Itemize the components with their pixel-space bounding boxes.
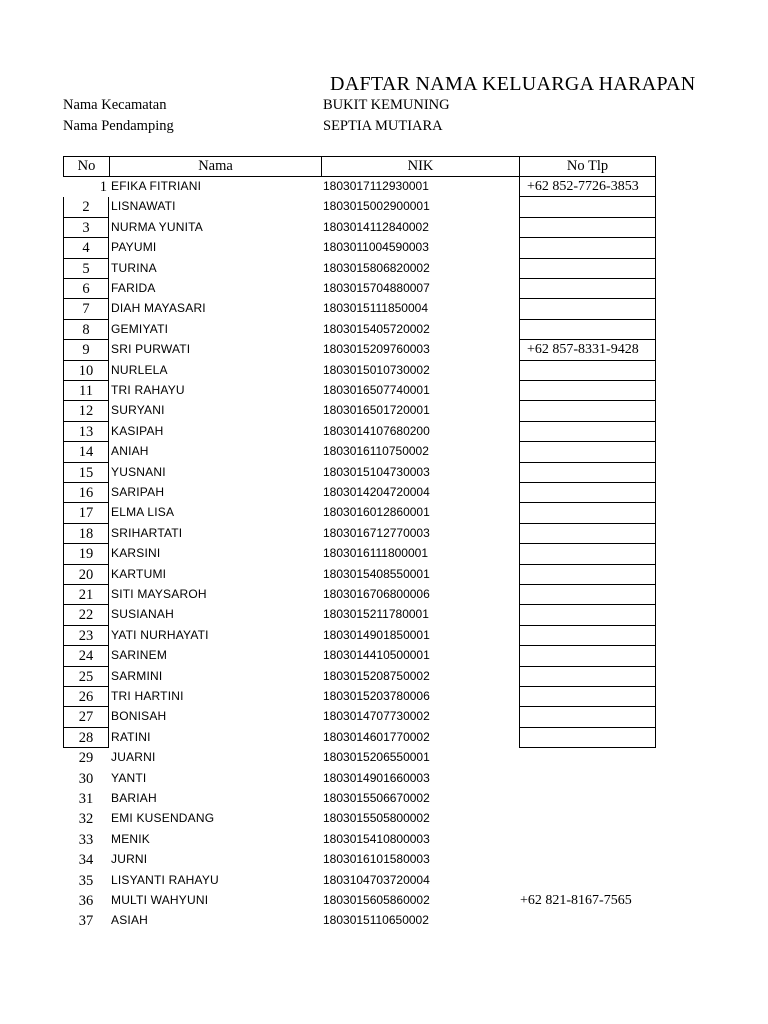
cell-tlp [519,422,656,442]
cell-tlp [519,850,656,870]
cell-tlp [519,585,656,605]
pendamping-label: Nama Pendamping [63,118,174,134]
cell-nama: MULTI WAHYUNI [111,893,209,907]
cell-nama: YUSNANI [111,464,166,479]
table-row [0,728,768,748]
table-row [0,871,768,891]
table-row [0,891,768,911]
cell-no: 2 [63,197,109,217]
table-row [0,565,768,585]
cell-tlp: +62 857-8331-9428 [519,340,656,360]
cell-nama: BARIAH [111,791,157,805]
cell-nama: YATI NURHAYATI [111,627,209,642]
table-row [0,769,768,789]
kecamatan-value: BUKIT KEMUNING [323,97,450,113]
cell-nik: 1803015405720002 [323,321,430,336]
cell-nik: 1803014410500001 [323,648,430,663]
cell-no: 26 [63,687,109,707]
cell-nama: SITI MAYSAROH [111,587,207,601]
cell-nama: KARTUMI [111,566,167,581]
cell-no: 34 [78,852,94,869]
cell-nama: SRI PURWATI [111,342,191,357]
cell-tlp [519,544,656,564]
cell-nama: ASIAH [111,913,149,928]
cell-no: 18 [63,524,109,544]
cell-tlp [519,503,656,523]
cell-nik: 1803015209760003 [323,342,430,357]
table-row [0,503,768,523]
cell-nik: 1803016111800001 [323,546,428,561]
cell-nik: 1803015704880007 [323,281,430,295]
cell-tlp [519,626,656,646]
cell-tlp [519,605,656,625]
header-nik: NIK [321,156,520,177]
cell-nik: 1803016507740001 [323,383,430,397]
cell-tlp [519,442,656,462]
table-row [0,483,768,503]
kecamatan-label: Nama Kecamatan [63,97,167,113]
cell-no: 32 [78,811,94,828]
cell-no: 8 [63,320,109,340]
cell-nik: 1803015806820002 [323,260,430,275]
cell-no: 28 [63,728,109,748]
cell-tlp: +62 821-8167-7565 [520,893,632,908]
cell-tlp [519,646,656,666]
table-row [0,524,768,544]
cell-nama: SARINEM [111,648,168,663]
table-row [0,361,768,381]
cell-no: 6 [63,279,109,299]
table-row [0,422,768,442]
cell-no: 1 [99,179,107,195]
cell-nik: 1803015203780006 [323,689,430,703]
table-row [0,279,768,299]
cell-nama: ANIAH [111,444,149,459]
cell-no: 29 [78,750,94,767]
cell-nik: 1803014901660003 [323,770,430,785]
cell-no: 3 [63,218,109,238]
cell-nama: EMI KUSENDANG [111,811,215,826]
cell-nama: NURLELA [111,362,168,377]
cell-nama: KASIPAH [111,423,164,438]
cell-nama: YANTI [111,770,147,785]
cell-nama: SARMINI [111,668,163,683]
table-row [0,299,768,319]
cell-nama: SUSIANAH [111,607,174,622]
cell-no: 4 [63,238,109,258]
page-title: DAFTAR NAMA KELUARGA HARAPAN [330,73,696,95]
cell-tlp [519,483,656,503]
cell-nama: DIAH MAYASARI [111,301,206,316]
cell-nama: BONISAH [111,709,167,724]
cell-nik: 1803016101580003 [323,852,430,867]
cell-no: 7 [63,299,109,319]
cell-tlp: +62 852-7726-3853 [519,177,656,197]
cell-no: 31 [78,791,94,807]
cell-nama: TRI HARTINI [111,689,184,703]
cell-no: 33 [78,831,94,848]
table-row [0,850,768,870]
table-row [0,585,768,605]
table-row [0,748,768,768]
cell-nik: 1803016012860001 [323,505,430,520]
table-row [0,605,768,625]
table-row [0,646,768,666]
table-row [0,218,768,238]
cell-nama: MENIK [111,831,151,846]
cell-nik: 1803015211780001 [323,607,429,622]
cell-nik: 1803011004590003 [323,240,429,255]
cell-no: 24 [63,646,109,666]
cell-no: 9 [63,340,109,360]
table-row [0,830,768,850]
cell-tlp [519,238,656,258]
table-row [0,667,768,687]
cell-tlp [519,299,656,319]
cell-tlp [519,401,656,421]
table-row [0,320,768,340]
cell-tlp [519,707,656,727]
cell-tlp [519,789,656,809]
cell-nik: 1803014601770002 [323,729,430,744]
cell-nik: 1803017112930001 [323,179,429,193]
table-row [0,177,768,197]
table-row [0,789,768,809]
cell-no: 12 [63,401,109,421]
cell-nama: JUARNI [111,750,156,765]
cell-no: 20 [63,565,109,585]
cell-nik: 1803015506670002 [323,791,430,805]
cell-no: 19 [63,544,109,564]
cell-tlp [519,830,656,850]
cell-no: 16 [63,483,109,503]
table-row [0,197,768,217]
cell-nama: TURINA [111,260,157,275]
table-row [0,544,768,564]
cell-nik: 1803104703720004 [323,872,430,887]
cell-no: 17 [63,503,109,523]
table-row [0,707,768,727]
cell-nama: SRIHARTATI [111,525,183,540]
cell-nama: FARIDA [111,281,156,295]
table-row [0,809,768,829]
cell-nik: 1803015605860002 [323,893,430,907]
table-row [0,463,768,483]
cell-nik: 1803016712770003 [323,525,430,540]
cell-nik: 1803015408550001 [323,566,430,581]
cell-tlp [519,565,656,585]
cell-tlp [519,524,656,544]
cell-tlp [519,361,656,381]
table-row [0,911,768,931]
cell-nik: 1803015110650002 [323,913,429,928]
cell-nik: 1803015104730003 [323,464,430,479]
cell-nik: 1803016706800006 [323,587,430,601]
cell-nama: SARIPAH [111,485,165,499]
cell-tlp [519,748,656,768]
cell-nik: 1803014204720004 [323,485,430,499]
cell-nik: 1803016501720001 [323,403,430,418]
cell-tlp [519,911,656,931]
cell-nama: EFIKA FITRIANI [111,179,202,193]
cell-nama: SURYANI [111,403,165,418]
cell-tlp [519,809,656,829]
cell-no: 15 [63,463,109,483]
table-row [0,259,768,279]
cell-nik: 1803014112840002 [323,219,429,234]
cell-no: 22 [63,605,109,625]
cell-nik: 1803014901850001 [323,627,430,642]
cell-tlp [519,769,656,789]
cell-tlp [519,259,656,279]
cell-tlp [519,279,656,299]
cell-tlp [519,218,656,238]
header-tlp: No Tlp [519,156,656,177]
table-row [0,401,768,421]
cell-no: 10 [63,361,109,381]
cell-nama: NURMA YUNITA [111,219,203,234]
cell-nik: 1803015410800003 [323,831,430,846]
cell-nik: 1803015208750002 [323,668,430,683]
cell-tlp [519,320,656,340]
table-row [0,381,768,401]
cell-tlp [519,667,656,687]
cell-no: 23 [63,626,109,646]
cell-tlp [519,197,656,217]
cell-tlp [519,463,656,483]
cell-nama: KARSINI [111,546,161,561]
cell-nama: RATINI [111,729,151,744]
table-row [0,340,768,360]
cell-tlp [519,381,656,401]
cell-nama: JURNI [111,852,148,867]
cell-nik: 1803015111850004 [323,301,428,316]
cell-no: 5 [63,259,109,279]
cell-nik: 1803016110750002 [323,444,429,459]
cell-nama: PAYUMI [111,240,157,255]
cell-no: 13 [63,422,109,442]
cell-tlp [519,728,656,748]
header-nama: Nama [109,156,322,177]
cell-no: 14 [63,442,109,462]
cell-nik: 1803015010730002 [323,362,430,377]
cell-no: 30 [78,770,94,787]
pendamping-value: SEPTIA MUTIARA [323,118,443,134]
cell-nama: TRI RAHAYU [111,383,185,397]
cell-no: 11 [63,381,109,401]
cell-no: 21 [63,585,109,605]
cell-no: 25 [63,667,109,687]
table-row [0,442,768,462]
cell-tlp [519,871,656,891]
cell-no: 35 [78,872,94,889]
cell-nik: 1803014707730002 [323,709,430,724]
cell-nama: GEMIYATI [111,321,169,336]
cell-nik: 1803014107680200 [323,423,430,438]
cell-no: 36 [78,893,94,909]
header-no: No [63,156,110,177]
cell-no: 37 [78,913,94,930]
cell-nama: LISYANTI RAHAYU [111,872,219,887]
cell-no: 27 [63,707,109,727]
cell-nik: 1803015206550001 [323,750,430,765]
table-row [0,238,768,258]
cell-nik: 1803015002900001 [323,199,430,214]
cell-nama: ELMA LISA [111,505,175,520]
table-row [0,626,768,646]
cell-nama: LISNAWATI [111,199,176,214]
cell-nik: 1803015505800002 [323,811,430,826]
table-row [0,687,768,707]
cell-tlp [519,687,656,707]
